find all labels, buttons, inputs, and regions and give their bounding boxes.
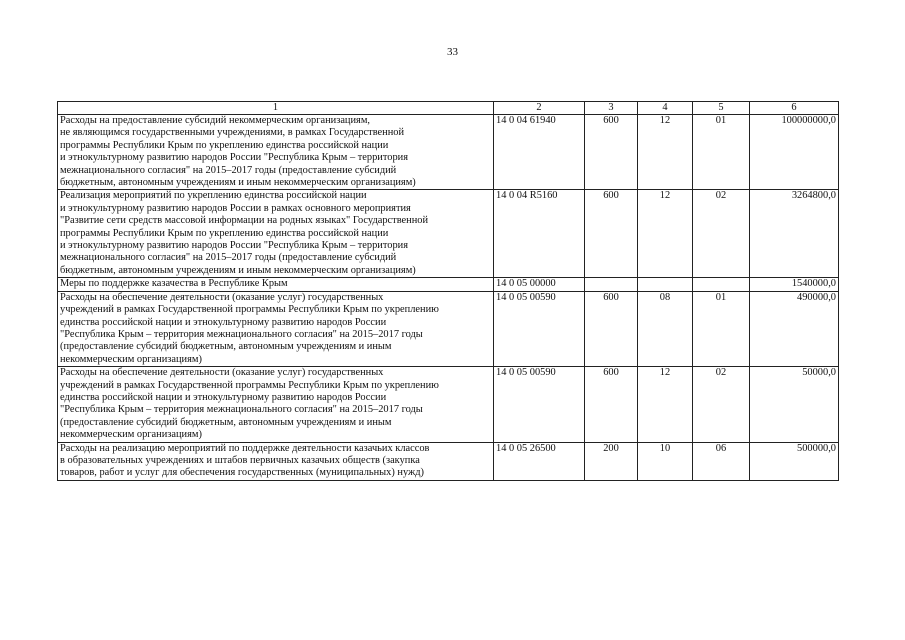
- row-amount: 490000,0: [750, 291, 839, 366]
- row-description: Меры по поддержке казачества в Республике Крым: [58, 278, 494, 291]
- row-description: Расходы на обеспечение деятельности (оказание услуг) государственных учреждений в рамках Государственной программы Республики Крым по укреплению единства российской нации и этнокультурному развитию народов России "Республика Крым – территория межнационального согласия" на 2015–2017 годы (предоставление субсидий бюджетным, автономным учреждениям и иным некоммерческим организациям): [58, 367, 494, 442]
- row-amount: 50000,0: [750, 367, 839, 442]
- header-col-6: 6: [750, 102, 839, 115]
- row-col-3: 600: [585, 367, 638, 442]
- row-col-3: 600: [585, 291, 638, 366]
- table-row: [58, 115, 839, 190]
- row-description: Расходы на обеспечение деятельности (оказание услуг) государственных учреждений в рамках Государственной программы Республики Крым по укреплению единства российской нации и этнокультурному развитию народов России "Республика Крым – территория межнационального согласия" на 2015–2017 годы (предоставление субсидий бюджетным, автономным учреждениям и иным некоммерческим организациям): [58, 291, 494, 366]
- row-description: Расходы на предоставление субсидий некоммерческим организациям, не являющимся государственными учреждениями, в рамках Государственной программы Республики Крым по укреплению единства российской нации и этнокультурному развитию народов России "Республика Крым – территория межнационального согласия" на 2015–2017 годы (предоставление субсидий бюджетным, автономным учреждениям и иным некоммерческим организациям): [58, 115, 494, 190]
- row-col-5: 02: [693, 190, 750, 278]
- row-col-5: 02: [693, 367, 750, 442]
- row-code: 14 0 04 61940: [494, 115, 585, 190]
- row-col-5: 06: [693, 442, 750, 480]
- row-col-4: 12: [638, 115, 693, 190]
- header-col-5: 5: [693, 102, 750, 115]
- row-col-4: 10: [638, 442, 693, 480]
- row-col-5: 01: [693, 291, 750, 366]
- table-row: [58, 190, 839, 278]
- row-col-4: 12: [638, 190, 693, 278]
- header-col-4: 4: [638, 102, 693, 115]
- table-row: [58, 442, 839, 480]
- row-col-4: [638, 278, 693, 291]
- row-code: 14 0 05 00000: [494, 278, 585, 291]
- row-code: 14 0 05 26500: [494, 442, 585, 480]
- row-col-3: 600: [585, 115, 638, 190]
- row-amount: 1540000,0: [750, 278, 839, 291]
- header-col-1: 1: [58, 102, 494, 115]
- row-col-4: 12: [638, 367, 693, 442]
- row-amount: 100000000,0: [750, 115, 839, 190]
- header-row: [58, 102, 839, 115]
- table-row: [58, 367, 839, 442]
- page-number: 33: [447, 46, 458, 58]
- row-code: 14 0 05 00590: [494, 291, 585, 366]
- row-description: Расходы на реализацию мероприятий по поддержке деятельности казачьих классов в образовательных учреждениях и штабов первичных казачьих обществ (закупка товаров, работ и услуг для обеспечения государственных (муниципальных) нужд): [58, 442, 494, 480]
- header-col-3: 3: [585, 102, 638, 115]
- row-col-5: 01: [693, 115, 750, 190]
- table-row: [58, 278, 839, 291]
- row-col-3: [585, 278, 638, 291]
- row-col-3: 600: [585, 190, 638, 278]
- row-code: 14 0 05 00590: [494, 367, 585, 442]
- row-description: Реализация мероприятий по укреплению единства российской нации и этнокультурному развитию народов России в рамках основного мероприятия "Развитие сети средств массовой информации на родных языках" Государственной программы Республики Крым по укреплению единства российской нации и этнокультурному развитию народов России "Республика Крым – территория межнационального согласия" на 2015–2017 годы (предоставление субсидий бюджетным, автономным учреждениям и иным некоммерческим организациям): [58, 190, 494, 278]
- row-amount: 3264800,0: [750, 190, 839, 278]
- row-col-3: 200: [585, 442, 638, 480]
- row-col-4: 08: [638, 291, 693, 366]
- table-row: [58, 291, 839, 366]
- row-amount: 500000,0: [750, 442, 839, 480]
- row-code: 14 0 04 R5160: [494, 190, 585, 278]
- header-col-2: 2: [494, 102, 585, 115]
- row-col-5: [693, 278, 750, 291]
- budget-table: [57, 101, 839, 481]
